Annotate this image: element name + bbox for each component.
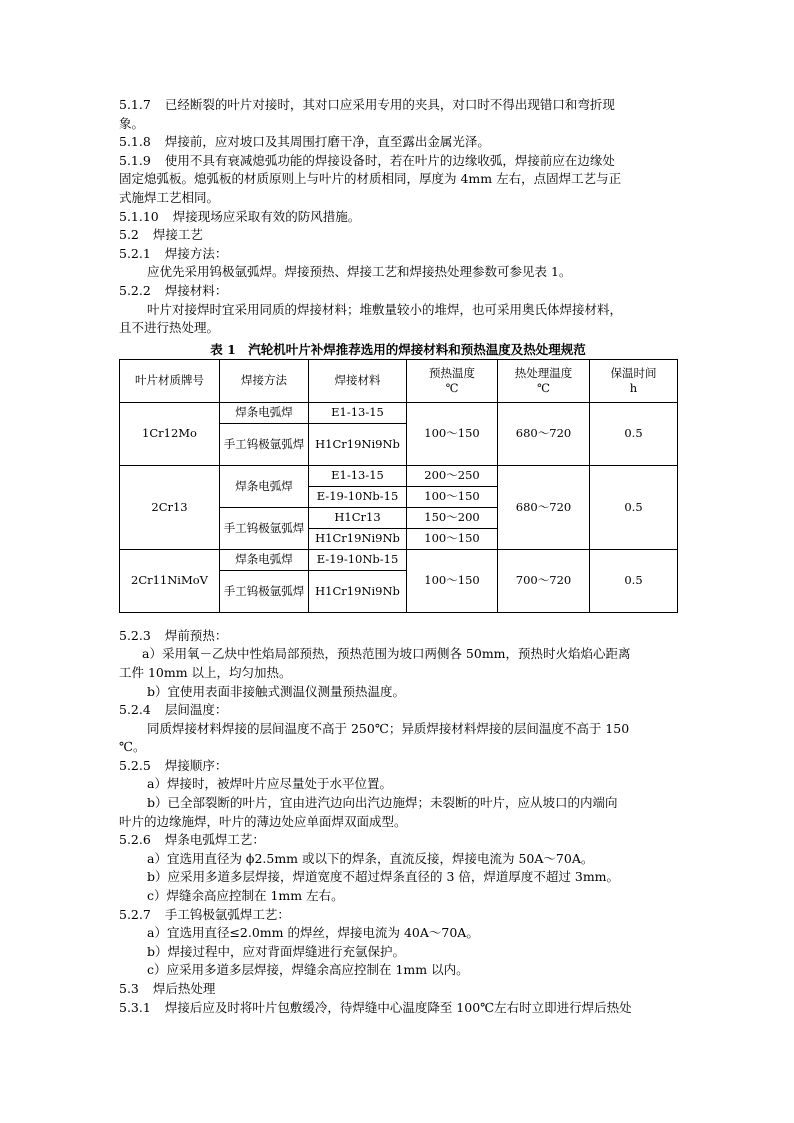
text-line (119, 701, 677, 720)
clause-text: 使用不具有衰减熄弧功能的焊接设备时，若在叶片的边缘收弧，焊接前应在边缘处 (164, 152, 615, 168)
clause-text: a）焊接时，被焊叶片应尽量处于水平位置。 (147, 776, 392, 792)
clause-text: 叶片对接焊时宜采用同质的焊接材料；堆敷量较小的堆焊，也可采用奥氏体焊接材料， (147, 301, 623, 317)
cell-method: 手工钨极氩弧焊 (220, 570, 309, 612)
text-line (119, 96, 677, 115)
clause-number: 5.1.7 (119, 97, 151, 112)
clause-text: 层间温度： (164, 702, 228, 718)
table-header-row (120, 359, 678, 402)
text-line (119, 757, 677, 776)
clause-text: 焊接工艺 (152, 227, 203, 243)
text-line (119, 924, 677, 943)
table-row (120, 465, 678, 486)
table-row (120, 402, 678, 423)
clause-text: a）宜选用直径≤2.0mm 的焊丝，焊接电流为 40A～70A。 (147, 925, 479, 941)
text-line (119, 831, 677, 850)
cell-hold: 0.5 (590, 465, 678, 549)
clause-text: 象。 (119, 115, 145, 131)
text-line (119, 683, 677, 702)
text-line (119, 794, 677, 813)
text-line (119, 943, 677, 962)
clause-text: 焊后热处理 (152, 981, 216, 996)
clause-text: 固定熄弧板。熄弧板的材质原则上与叶片的材质相同，厚度为 4mm 左右，点固焊工艺与正 (119, 171, 622, 187)
section-top (119, 96, 677, 338)
clause-number: 5.2.3 (119, 627, 151, 643)
cell-grade: 1Cr12Mo (120, 402, 220, 465)
clause-text: b）焊接过程中，应对背面焊缝进行充氩保护。 (147, 943, 406, 959)
text-line (119, 189, 677, 208)
cell-method: 焊条电弧焊 (220, 465, 309, 507)
text-line (119, 133, 677, 152)
text-line (119, 170, 677, 189)
cell-preheat: 200～250 (407, 465, 498, 486)
text-line (119, 208, 677, 227)
cell-material: H1Cr13 (309, 507, 407, 528)
clause-text: 已经断裂的叶片对接时，其对口应采用专用的夹具，对口时不得出现错口和弯折现 (164, 97, 615, 112)
text-line (119, 887, 677, 906)
cell-preheat: 150～200 (407, 507, 498, 528)
document-page (119, 96, 677, 1017)
cell-material: E-19-10Nb-15 (309, 549, 407, 570)
text-line (119, 301, 677, 320)
clause-text: b）宜使用表面非接触式测温仪测量预热温度。 (147, 683, 406, 699)
cell-preheat: 100～150 (407, 528, 498, 549)
header-preheat: 预热温度 ℃ (407, 359, 498, 402)
clause-text: 焊接前，应对坡口及其周围打磨干净，直至露出金属光泽。 (164, 134, 490, 150)
text-line (119, 282, 677, 301)
text-line (119, 720, 677, 739)
clause-text: 叶片的边缘施焊，叶片的薄边处应单面焊双面成型。 (119, 813, 407, 829)
text-line (119, 868, 677, 887)
text-line (119, 813, 677, 832)
clause-text: 且不进行热处理。 (119, 320, 220, 336)
section-bottom (119, 627, 677, 1017)
text-line (119, 961, 677, 980)
table-title: 表 1 汽轮机叶片补焊推荐选用的焊接材料和预热温度及热处理规范 (210, 341, 586, 357)
header-heat: 热处理温度 ℃ (498, 359, 590, 402)
cell-grade: 2Cr11NiMoV (120, 549, 220, 612)
clause-number: 5.1.8 (119, 134, 151, 150)
clause-text: c）焊缝余高应控制在 1mm 左右。 (147, 888, 344, 904)
text-line (119, 226, 677, 245)
clause-text: 焊接方法： (164, 245, 228, 261)
clause-number: 5.2.1 (119, 245, 151, 261)
welding-table (119, 359, 678, 613)
clause-number: 5.2.5 (119, 757, 151, 773)
clause-text: ℃。 (119, 739, 146, 755)
text-line (119, 664, 677, 683)
clause-text: 焊条电弧焊工艺： (164, 832, 265, 848)
clause-text: 式施焊工艺相同。 (119, 189, 220, 205)
cell-method: 焊条电弧焊 (220, 402, 309, 423)
cell-material: E1-13-15 (309, 402, 407, 423)
clause-text: 焊接现场应采取有效的防风措施。 (172, 208, 361, 224)
text-line (119, 319, 677, 338)
clause-number: 5.2.6 (119, 832, 151, 848)
cell-heat: 680～720 (498, 465, 590, 549)
clause-text: a）宜选用直径为 ϕ2.5mm 或以下的焊条，直流反接，焊接电流为 50A～70A。 (147, 850, 594, 866)
cell-grade: 2Cr13 (120, 465, 220, 549)
clause-number: 5.3.1 (119, 999, 151, 1015)
text-line (119, 152, 677, 171)
cell-preheat: 100～150 (407, 402, 498, 465)
clause-text: b）已全部裂断的叶片，宜由进汽边向出汽边施焊；未裂断的叶片，应从坡口的内端向 (147, 795, 618, 811)
clause-number: 5.2.2 (119, 282, 151, 298)
cell-material: H1Cr19Ni9Nb (309, 423, 407, 465)
clause-number: 5.1.9 (119, 152, 151, 168)
header-method: 焊接方法 (220, 359, 309, 402)
text-line (119, 645, 677, 664)
header-material: 焊接材料 (309, 359, 407, 402)
clause-text: b）应采用多道多层焊接，焊道宽度不超过焊条直径的 3 倍，焊道厚度不超过 3mm。 (147, 869, 620, 885)
header-hold: 保温时间 h (590, 359, 678, 402)
clause-number: 5.2.7 (119, 906, 151, 922)
cell-material: E-19-10Nb-15 (309, 486, 407, 507)
cell-hold: 0.5 (590, 549, 678, 612)
cell-method: 手工钨极氩弧焊 (220, 507, 309, 549)
text-line (119, 115, 677, 134)
cell-material: E1-13-15 (309, 465, 407, 486)
clause-text: 工件 10mm 以上，均匀加热。 (119, 664, 292, 680)
text-line (119, 245, 677, 264)
clause-text: 焊接顺序： (164, 757, 228, 773)
clause-text: 手工钨极氩弧焊工艺： (164, 906, 290, 922)
text-line (119, 980, 677, 999)
clause-text: a）采用氧－乙炔中性焰局部预热，预热范围为坡口两侧各 50mm，预热时火焰焰心距离 (142, 646, 631, 662)
text-line (119, 906, 677, 925)
cell-preheat: 100～150 (407, 549, 498, 612)
cell-preheat: 100～150 (407, 486, 498, 507)
text-line (119, 775, 677, 794)
clause-text: 焊接后应及时将叶片包敷缓冷，待焊缝中心温度降至 100℃左右时立即进行焊后热处 (164, 999, 632, 1015)
cell-heat: 680～720 (498, 402, 590, 465)
clause-number: 5.2.4 (119, 702, 151, 718)
text-line (119, 738, 677, 757)
table-row (120, 549, 678, 570)
clause-number: 5.3 (119, 981, 139, 996)
header-grade: 叶片材质牌号 (120, 359, 220, 402)
cell-method: 焊条电弧焊 (220, 549, 309, 570)
text-line (119, 999, 677, 1018)
clause-text: c）应采用多道多层焊接，焊缝余高应控制在 1mm 以内。 (147, 962, 469, 978)
clause-text: 应优先采用钨极氩弧焊。焊接预热、焊接工艺和焊接热处理参数可参见表 1。 (147, 264, 572, 280)
text-line (119, 850, 677, 869)
clause-text: 焊接材料： (164, 282, 228, 298)
clause-text: 焊前预热： (164, 627, 228, 643)
text-line (119, 627, 677, 646)
clause-number: 5.1.10 (119, 208, 159, 224)
text-line (119, 263, 677, 282)
cell-hold: 0.5 (590, 402, 678, 465)
cell-material: H1Cr19Ni9Nb (309, 570, 407, 612)
cell-method: 手工钨极氩弧焊 (220, 423, 309, 465)
clause-number: 5.2 (119, 227, 139, 243)
clause-text: 同质焊接材料焊接的层间温度不高于 250℃；异质焊接材料焊接的层间温度不高于 150 (147, 720, 630, 736)
cell-material: H1Cr19Ni9Nb (309, 528, 407, 549)
cell-heat: 700～720 (498, 549, 590, 612)
